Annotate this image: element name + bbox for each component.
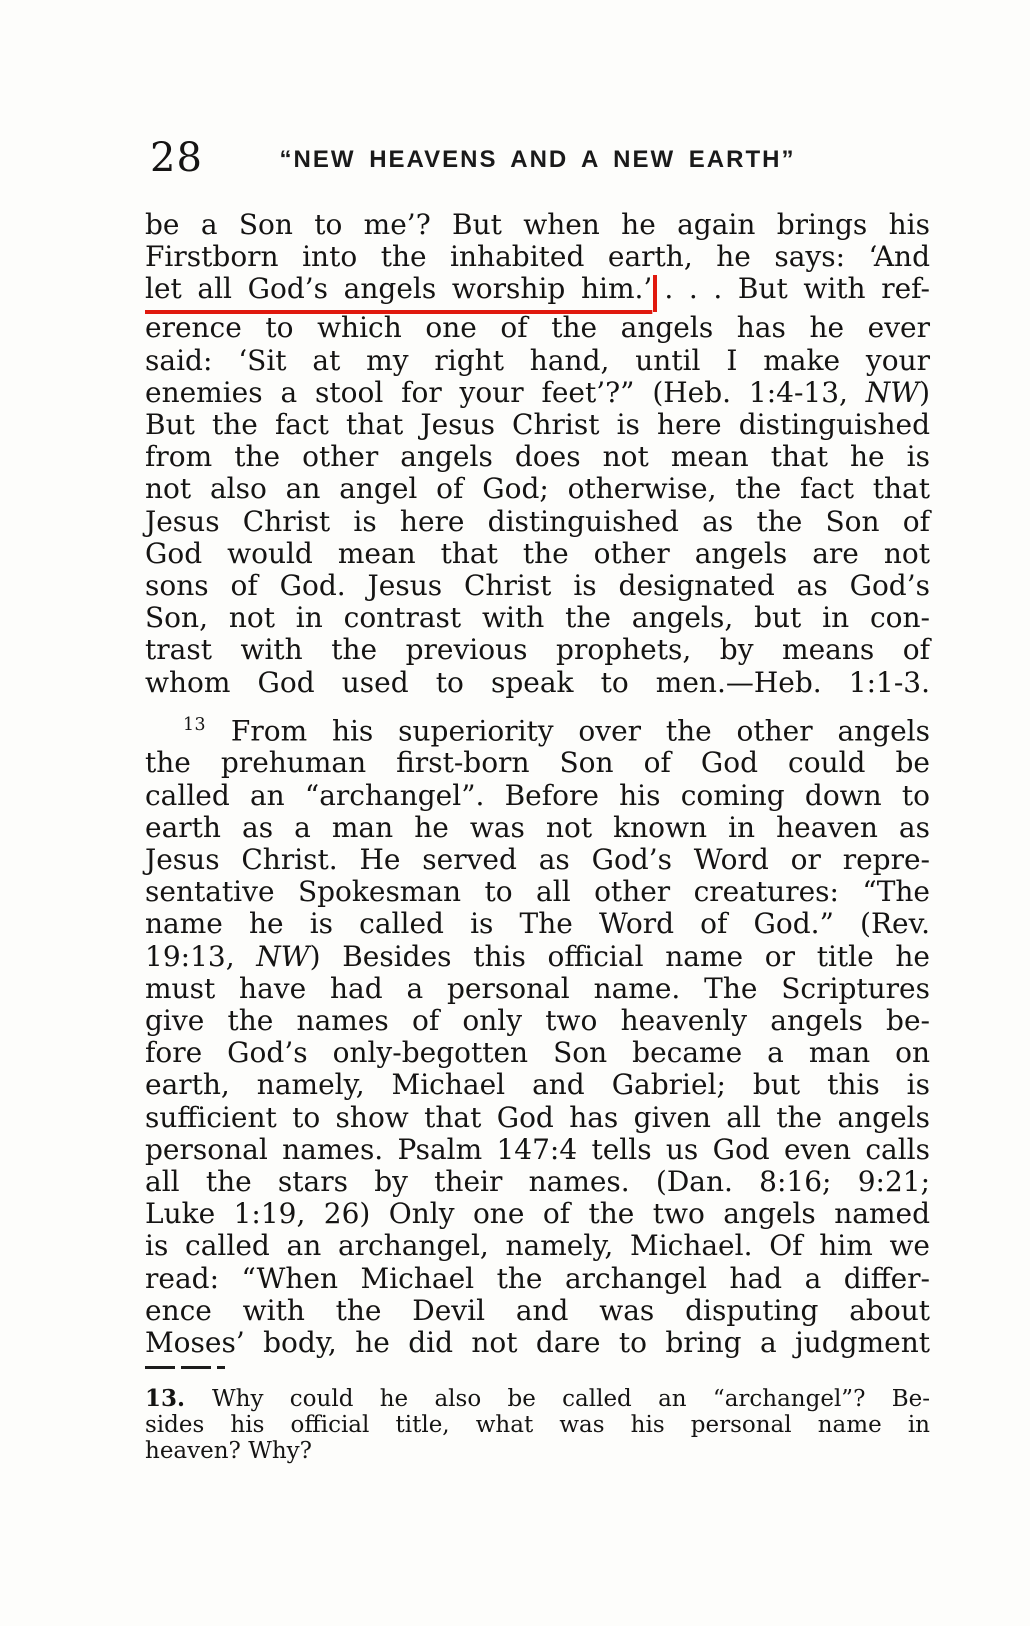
text-segment: ) — [919, 375, 930, 409]
text-line — [145, 241, 930, 273]
text-line — [145, 844, 930, 876]
text-line — [145, 1412, 930, 1438]
text-line — [145, 1198, 930, 1230]
text-line — [145, 1386, 930, 1412]
text-segment: sentative Spokesman to all other creatures: “The — [145, 875, 930, 909]
text-line — [145, 1263, 930, 1295]
red-underlined-text: let all God’s angels worship him.’ — [145, 272, 653, 306]
text-line — [145, 209, 930, 241]
page-number: 28 — [150, 135, 203, 181]
text-segment: 13. — [145, 1385, 213, 1412]
text-line — [145, 1438, 930, 1464]
text-segment: sons of God. Jesus Christ is designated as God’s — [145, 569, 930, 603]
text-segment: ence with the Devil and was disputing about — [145, 1293, 930, 1327]
text-line — [145, 876, 930, 908]
text-segment: God would mean that the other angels are not — [145, 536, 930, 570]
text-line — [145, 634, 930, 666]
text-line — [145, 1230, 930, 1262]
text-line — [145, 1005, 930, 1037]
text-line — [145, 1102, 930, 1134]
text-segment: fore God’s only-begotten Son became a man on — [145, 1036, 930, 1070]
text-segment: Jesus Christ. He served as God’s Word or repre- — [145, 842, 930, 876]
text-segment: not also an angel of God; otherwise, the fact that — [145, 472, 930, 506]
text-segment: sides his official title, what was his personal name in — [145, 1412, 930, 1438]
text-segment: called an “archangel”. Before his coming down to — [145, 778, 930, 812]
text-segment: Why could he also be called an “archangel”? Be- — [212, 1386, 930, 1412]
text-segment: Son, not in contrast with the angels, but in con- — [145, 601, 930, 635]
text-line — [145, 473, 930, 505]
text-segment: But the fact that Jesus Christ is here distinguished — [145, 408, 930, 442]
text-line — [145, 312, 930, 344]
text-line — [145, 973, 930, 1005]
text-segment: from the other angels does not mean that he is — [145, 440, 930, 474]
text-segment: Jesus Christ is here distinguished as the Son of — [145, 504, 930, 538]
text-segment: said: ‘Sit at my right hand, until I make your — [145, 343, 930, 377]
text-segment: personal names. Psalm 147:4 tells us God even calls — [145, 1132, 930, 1166]
text-line — [145, 1037, 930, 1069]
text-segment: must have had a personal name. The Scriptures — [145, 971, 930, 1005]
text-segment: earth, namely, Michael and Gabriel; but this is — [145, 1068, 930, 1102]
text-segment: sufficient to show that God has given all the angels — [145, 1100, 930, 1134]
text-line — [145, 1166, 930, 1198]
text-line — [145, 780, 930, 812]
text-line — [145, 506, 930, 538]
text-line — [145, 1134, 930, 1166]
text-segment: 19:13, — [145, 939, 257, 973]
text-line — [145, 747, 930, 779]
text-segment: From his superiority over the other angels — [206, 714, 930, 748]
text-line — [145, 602, 930, 634]
text-segment: Firstborn into the inhabited earth, he says: ‘And — [145, 240, 930, 274]
text-line — [145, 709, 930, 748]
text-line — [145, 812, 930, 844]
text-segment: NW — [256, 939, 310, 973]
text-segment: earth as a man he was not known in heaven as — [145, 810, 930, 844]
text-line — [145, 667, 930, 699]
body-text — [145, 209, 930, 1359]
text-segment: enemies a stool for your feet’?” (Heb. 1:4-13, — [145, 375, 866, 409]
text-segment: give the names of only two heavenly angels be- — [145, 1004, 930, 1037]
text-line — [145, 538, 930, 570]
paragraph — [145, 209, 930, 699]
text-segment: Luke 1:19, 26) Only one of the two angels named — [145, 1197, 930, 1231]
text-line — [145, 1295, 930, 1327]
text-line — [145, 570, 930, 602]
text-line — [145, 941, 930, 973]
text-line — [145, 908, 930, 940]
text-segment: is called an archangel, namely, Michael. Of him we — [145, 1229, 930, 1263]
running-header-title: “NEW HEAVENS AND A NEW EARTH” — [279, 146, 796, 173]
text-line — [145, 1327, 930, 1359]
text-line — [145, 441, 930, 473]
text-segment: trast with the previous prophets, by means of — [145, 633, 930, 667]
text-line — [145, 377, 930, 409]
text-segment: be a Son to me’? But when he again brings his — [145, 208, 930, 241]
paragraph-number: 13 — [183, 714, 207, 735]
paragraph — [145, 709, 930, 1359]
text-segment: erence to which one of the angels has he ever — [145, 311, 930, 345]
text-segment: all the stars by their names. (Dan. 8:16; 9:21; — [145, 1165, 930, 1199]
text-segment: name he is called is The Word of God.” (Rev. — [145, 907, 930, 941]
text-line — [145, 273, 930, 312]
text-segment: heaven? Why? — [145, 1438, 312, 1464]
text-segment: NW — [865, 375, 920, 409]
footnote-separator — [145, 1366, 225, 1369]
text-segment: read: “When Michael the archangel had a differ- — [145, 1261, 930, 1295]
text-segment: whom God used to speak to men.—Heb. 1:1-3. — [145, 665, 930, 699]
text-segment: . . . But with ref- — [664, 272, 930, 306]
text-line — [145, 1069, 930, 1101]
text-segment: the prehuman first-born Son of God could be — [145, 746, 930, 780]
red-marker-bar — [653, 275, 657, 312]
text-line — [145, 409, 930, 441]
text-segment: Moses’ body, he did not dare to bring a judgment — [145, 1326, 930, 1360]
footnote — [145, 1386, 930, 1464]
text-segment: ) Besides this official name or title he — [309, 939, 930, 973]
text-line — [145, 345, 930, 377]
